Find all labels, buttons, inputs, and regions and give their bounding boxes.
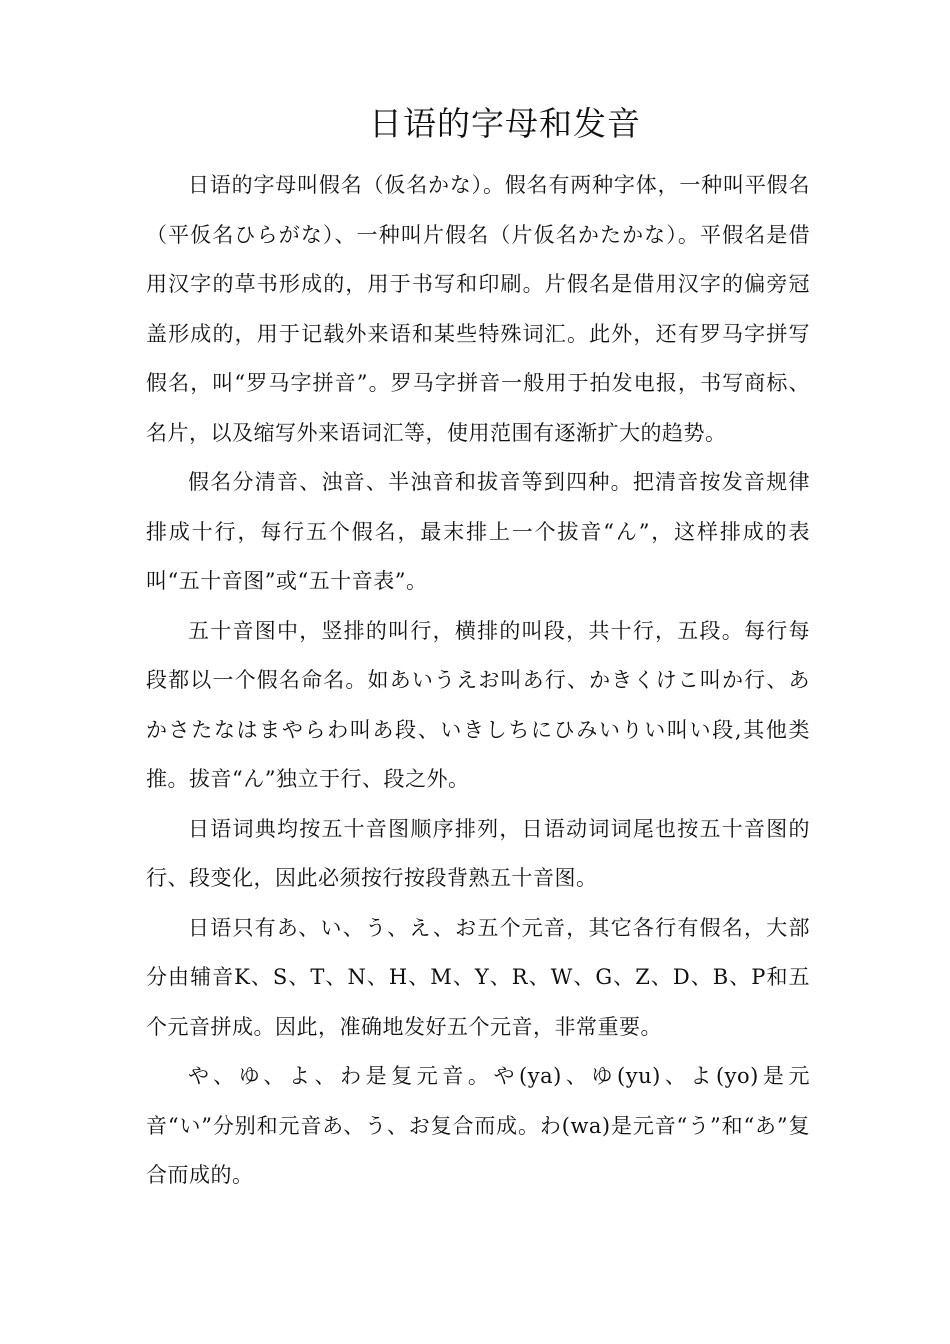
paragraph-vowels: 日语只有あ、い、う、え、お五个元音，其它各行有假名，大部分由辅音K、S、T、N、H、M、Y、R、W、G、Z、D、B、P和五个元音拼成。因此，准确地发好五个元音，非常重要。 xyxy=(146,915,810,1039)
document-body xyxy=(146,161,810,1201)
paragraph-gojuon-structure: 五十音图中，竖排的叫行，横排的叫段，共十行，五段。每行每段都以一个假名命名。如あいうえお叫あ行、かきくけこ叫か行、あかさたなはまやらわ叫あ段、いきしちにひみいりい叫い段,其他类推。拔音“ん”独立于行、段之外。 xyxy=(146,618,810,791)
paragraph-kana-types: 假名分清音、浊音、半浊音和拔音等到四种。把清音按发音规律排成十行，每行五个假名，最末排上一个拔音“ん”，这样排成的表叫“五十音图”或“五十音表”。 xyxy=(146,470,810,593)
paragraph-dictionary-order: 日语词典均按五十音图顺序排列，日语动词词尾也按五十音图的行、段变化，因此必须按行按段背熟五十音图。 xyxy=(146,816,810,890)
paragraph-kana-intro: 日语的字母叫假名（仮名かな）。假名有两种字体，一种叫平假名（平仮名ひらがな）、一种叫片假名（片仮名かたかな）。平假名是借用汉字的草书形成的，用于书写和印刷。片假名是借用汉字的偏旁冠盖形成的，用于记载外来语和某些特殊词汇。此外，还有罗马字拼写假名，叫“罗马字拼音”。罗马字拼音一般用于拍发电报，书写商标、名片，以及缩写外来语词汇等，使用范围有逐渐扩大的趋势。 xyxy=(146,173,810,445)
paragraph-compound-vowels: や、ゆ、よ、わ是复元音。や(ya)、ゆ(yu)、よ(yo)是元音“い”分别和元音あ、う、お复合而成。わ(wa)是元音“う”和“あ”复合而成的。 xyxy=(146,1064,810,1187)
document-title: 日语的字母和发音 xyxy=(369,104,641,143)
